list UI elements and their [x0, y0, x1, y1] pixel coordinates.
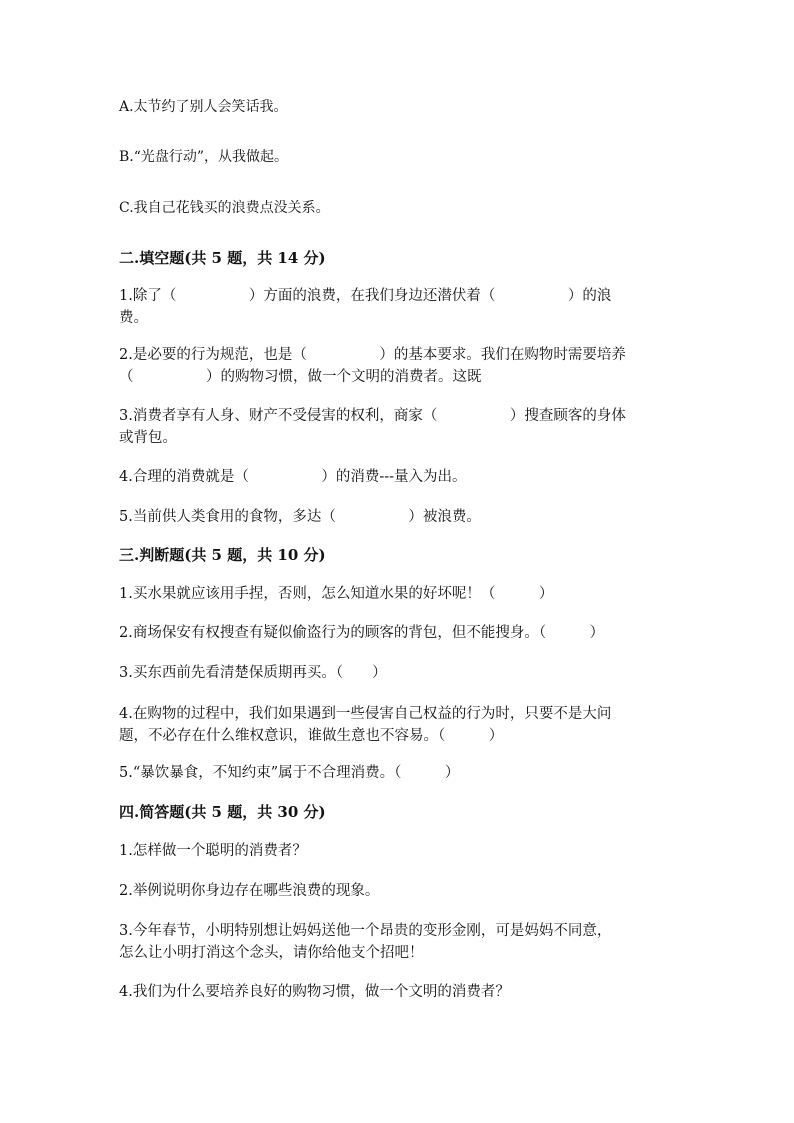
judge-question-4-line-2: 题，不必存在什么维权意识，谁做生意也不容易。（ ） [119, 728, 504, 744]
short-question-3-line-2: 怎么让小明打消这个念头，请你给他支个招吧！ [119, 945, 424, 961]
judge-question-1: 1.买水果就应该用手捏，否则，怎么知道水果的好坏呢！（ ） [119, 586, 554, 602]
short-question-4: 4.我们为什么要培养良好的购物习惯，做一个文明的消费者？ [119, 984, 510, 1000]
short-question-3-line-1: 3.今年春节，小明特别想让妈妈送他一个昂贵的变形金刚，可是妈妈不同意， [119, 923, 612, 939]
short-question-2: 2.举例说明你身边存在哪些浪费的现象。 [119, 883, 380, 899]
judge-question-4-line-1: 4.在购物的过程中，我们如果遇到一些侵害自己权益的行为时，只要不是大问 [119, 706, 612, 722]
fill-question-3-line-2: 或背包。 [119, 430, 177, 446]
section-heading-true-false: 三.判断题(共 5 题，共 10 分) [119, 546, 326, 564]
fill-question-2-line-1: 2.是必要的行为规范，也是（ ）的基本要求。我们在购物时需要培养 [119, 347, 626, 363]
option-a: A.太节约了别人会笑话我。 [119, 99, 288, 115]
fill-question-1-line-2: 费。 [119, 310, 148, 326]
short-question-1: 1.怎样做一个聪明的消费者？ [119, 843, 307, 859]
option-c: C.我自己花钱买的浪费点没关系。 [119, 200, 330, 216]
fill-question-1-line-1: 1.除了（ ）方面的浪费，在我们身边还潜伏着（ ）的浪 [119, 288, 612, 304]
section-heading-short-answer: 四.简答题(共 5 题，共 30 分) [119, 803, 326, 821]
judge-question-2: 2.商场保安有权搜查有疑似偷盗行为的顾客的背包，但不能搜身。（ ） [119, 625, 605, 641]
judge-question-5: 5.“暴饮暴食，不知约束”属于不合理消费。（ ） [119, 765, 460, 781]
judge-question-3: 3.买东西前先看清楚保质期再买。（ ） [119, 665, 387, 681]
section-heading-fill-in: 二.填空题(共 5 题，共 14 分) [119, 249, 326, 267]
fill-question-2-line-2: （ ）的购物习惯，做一个文明的消费者。这既 [119, 369, 482, 385]
fill-question-5: 5.当前供人类食用的食物，多达（ ）被浪费。 [119, 509, 481, 525]
fill-question-4: 4.合理的消费就是（ ）的消费---量入为出。 [119, 469, 467, 485]
fill-question-3-line-1: 3.消费者享有人身、财产不受侵害的权利，商家（ ）搜查顾客的身体 [119, 408, 626, 424]
option-b: B.“光盘行动”，从我做起。 [119, 149, 289, 165]
